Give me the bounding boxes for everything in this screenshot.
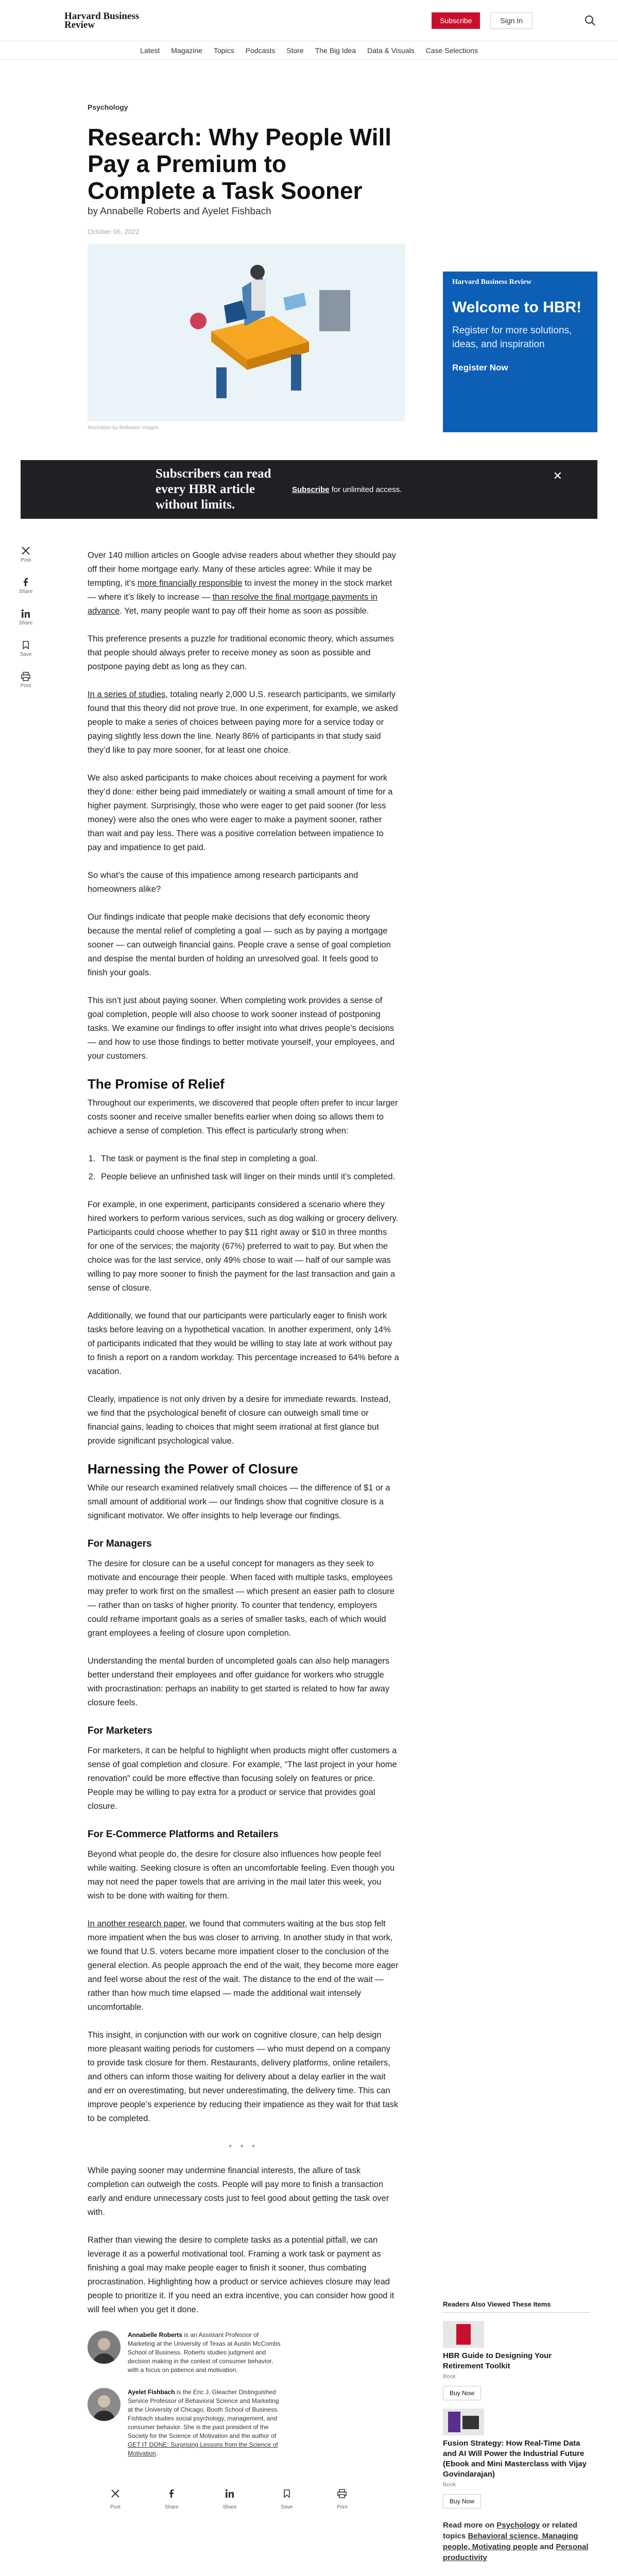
share-facebook-label: Share [19, 589, 33, 595]
product-type: Book [443, 2482, 456, 2488]
related-topics: Read more on Psychology or related topics Behavioral science, Managing people, Motivating people and Personal productivity [443, 2521, 589, 2562]
nav-data-visuals[interactable]: Data & Visuals [367, 46, 415, 55]
share-x-button[interactable] [110, 2489, 121, 2514]
nav-magazine[interactable]: Magazine [171, 46, 202, 55]
body-paragraph: Rather than viewing the desire to complete tasks as a potential pitfall, we can leverage it as a powerful motivational tool. Framing a work task or payment as finishing a goal may make people eager to finish it sooner, thus combating procrastination. Highlighting how a product or service achieves closure may lead people to prioritize it. If you need an extra incentive, you can consider how good it will feel when you get it done. [88, 2235, 394, 2314]
findings-list [98, 1152, 399, 1184]
close-icon[interactable]: ✕ [553, 469, 562, 482]
print-icon [337, 2489, 347, 2498]
body-paragraph: This insight, in conjunction with our work on cognitive closure, can help design more pleasant waiting periods for customers — who must depend on a company to provide task closure for them. Restaurants, delivery platforms, online retailers, and others can inform those waiting for delivery about a delay earlier in the wait and err on overestimating, but never underestimating, the delivery time. This can improve people’s experience by reducing their impatience as they wait for that task to be completed. [88, 2030, 399, 2123]
product-thumbnail [443, 2409, 484, 2435]
inline-link[interactable]: In a series of studies [88, 690, 166, 699]
sign-in-button[interactable]: Sign In [490, 12, 533, 29]
topic-link[interactable]: Behavioral science, Managing people, Motivating people [443, 2532, 578, 2551]
image-caption: Illustration by Bellwater Images [88, 425, 159, 431]
print-label: Print [20, 683, 31, 689]
linkedin-icon [21, 609, 30, 618]
body-paragraph: Clearly, impatience is not only driven by a desire for immediate rewards. Instead, we find that the psychological benefit of closure can outweigh small time or financial gains, leading to choices that might seem irrational at first glance but provide significant psychological value. [88, 1395, 391, 1446]
rail-heading: Readers Also Viewed These Items [443, 2300, 590, 2313]
share-x-button[interactable] [15, 546, 36, 563]
body-paragraph: We also asked participants to make choices about receiving a payment for work they’d done: either being paid immediately or waiting a small amount of time for a higher payment. Surprisingly, those who were eager to get paid sooner (for less money) were also the ones who were eager to make a payment sooner, rather than wait and pay less. There was a positive correlation between impatience to pay and impatience to get paid. [88, 773, 393, 852]
share-linkedin-button[interactable] [223, 2489, 237, 2514]
print-button[interactable] [337, 2489, 348, 2514]
welcome-logo: Harvard Business Review [452, 278, 531, 286]
article-header [88, 103, 397, 235]
list-item[interactable] [443, 2409, 590, 2509]
topic-link[interactable]: Personal productivity [443, 2543, 589, 2562]
subscriber-banner [21, 460, 597, 519]
list-item: 2. People believe an unfinished task will linger on their minds until it’s completed. [98, 1170, 399, 1184]
share-linkedin-button[interactable] [15, 609, 36, 626]
inline-link[interactable]: more financially responsible [137, 579, 243, 588]
facebook-icon [167, 2489, 176, 2498]
body-paragraph: In a series of studies, totaling nearly 2,000 U.S. research participants, we similarly found that this theory did not prove true. In one experiment, for example, we asked people to make a series of choices between paying more for a service today or paying slightly less down the line. Nearly 86% of participants in that study said they’d like to pay more sooner, for at least one choice. [88, 690, 398, 755]
buy-now-button[interactable]: Buy Now [443, 2386, 481, 2400]
share-facebook-button[interactable] [15, 578, 36, 595]
top-bar [0, 0, 618, 41]
body-paragraph: Beyond what people do, the desire for closure also influences how people feel while waiting. Seeking closure is often an uncomfortable feeling. Even though you may not need the paper towels that are arriving in the mail later this week, you wish to be done with waiting for them. [88, 1850, 395, 1901]
print-icon [21, 672, 30, 681]
section-heading: The Promise of Relief [88, 1076, 225, 1092]
share-x-label: Post [110, 2504, 121, 2510]
avatar [88, 2388, 121, 2421]
save-button[interactable] [281, 2489, 293, 2514]
author-name: Ayelet Fishbach [128, 2388, 175, 2396]
banner-cta-rest: for unlimited access. [329, 485, 402, 494]
body-paragraph: Additionally, we found that our participants were particularly eager to finish work tasks before leaving on a hypothetical vacation. In another experiment, only 14% of participants indicated that they would be willing to stay late at work without pay to finish a report on a random workday. This percentage increased to 64% before a vacation. [88, 1311, 399, 1376]
page-title: Research: Why People Will Pay a Premium to Complete a Task Sooner [88, 124, 392, 204]
body-paragraph: This isn’t just about paying sooner. When completing work provides a sense of goal completion, people will also choose to work sooner instead of postponing tasks. We examine our findings to offer insight into what drives people’s decisions — and how to use those findings to better motivate yourself, your employees, and your customers. [88, 996, 395, 1061]
body-paragraph: While our research examined relatively small choices — the difference of $1 or a small amount of additional work — our findings show that cognitive closure is a significant motivator. We offer insights to help leverage our findings. [88, 1483, 390, 1520]
subscribe-button[interactable]: Subscribe [432, 12, 480, 29]
subsection-heading: For E-Commerce Platforms and Retailers [88, 1829, 279, 1840]
bookmark-icon [21, 640, 30, 650]
banner-text: Subscribers can read every HBR article without limits. [156, 467, 271, 512]
share-sidebar [15, 546, 36, 703]
hero-illustration [88, 244, 405, 421]
banner-subscribe-link[interactable]: Subscribe [292, 485, 330, 494]
body-paragraph: This preference presents a puzzle for traditional economic theory, which assumes that people should always prefer to receive money as soon as possible and postpone paying debt as long as they can. [88, 634, 394, 671]
author-bio [88, 2388, 399, 2458]
save-label: Save [281, 2504, 293, 2510]
x-icon [21, 546, 30, 555]
product-type: Book [443, 2374, 456, 2380]
nav-podcasts[interactable]: Podcasts [245, 46, 276, 55]
hbr-logo[interactable]: Harvard Business Review [64, 10, 140, 30]
section-heading: Harnessing the Power of Closure [88, 1461, 298, 1477]
facebook-icon [21, 578, 30, 587]
inline-link[interactable]: than resolve the final mortgage payments in advance [88, 592, 377, 616]
byline: by Annabelle Roberts and Ayelet Fishbach [88, 206, 271, 217]
subsection-heading: For Managers [88, 1538, 152, 1549]
print-button[interactable] [15, 672, 36, 689]
author-bio-text: Ayelet Fishbach is the Eric J. Gleacher Distinguished Service Professor of Behavioral Science and Marketing at the University of Chicago, Booth School of Business. Fishbach studies social psychology, management, and consumer behavior. She is the past president of the Society for the Science of Motivation and the author of GET IT DONE: Surprising Lessons from the Science of Motivation. [128, 2388, 279, 2457]
body-paragraph: For example, in one experiment, participants considered a scenario where they hired workers to perform various services, such as dog walking or grocery delivery. Participants could choose whether to pay $11 right away or $10 in three months for one of the services; the majority (67%) preferred to wait to pay. But when the choice was for the last service, only 49% chose to wait — half of our sample was willing to pay more sooner to finish the payment for the last transaction and gain a sense of closure. [88, 1200, 399, 1293]
body-paragraph: Our findings indicate that people make decisions that defy economic theory because the mental relief of completing a goal — such as by paying a mortgage sooner — can outweigh financial gains. People crave a sense of goal completion and despise the mental burden of holding an unresolved goal. It feels good to finish your goals. [88, 912, 391, 977]
list-item: 1. The task or payment is the final step in completing a goal. [98, 1152, 399, 1166]
share-bottom-row [110, 2489, 399, 2529]
share-x-label: Post [20, 557, 31, 563]
author-bio [88, 2331, 399, 2375]
body-paragraph: Understanding the mental burden of uncompleted goals can also help managers better understand their employees and offer guidance for workers who struggle with procrastination: perhaps an inability to get started is related to how far away closure feels. [88, 1656, 390, 1707]
avatar [88, 2331, 121, 2364]
bookmark-icon [282, 2489, 291, 2498]
save-button[interactable] [15, 640, 36, 657]
publish-date: October 06, 2022 [88, 228, 140, 235]
body-paragraph: In another research paper, we found that commuters waiting at the bus stop felt more impatient when the bus was closer to arriving. In another study in that work, we found that U.S. voters became more impatient closer to the conclusion of the general election. As people approach the end of the wait, they become more eager and feel worse about the rest of the wait. The distance to the end of the wait — rather than how much time elapsed — made the additional wait intensely uncomfortable. [88, 1919, 399, 2012]
welcome-title: Welcome to HBR! [452, 299, 582, 316]
share-facebook-button[interactable] [165, 2489, 179, 2514]
topic-tag[interactable]: Psychology [88, 103, 128, 111]
print-label: Print [337, 2504, 348, 2510]
body-paragraph: Over 140 million articles on Google advise readers about whether they should pay off their home mortgage early. Many of these articles agree: While it may be tempting, it’s more financially responsible to invest the money in the stock market — where it’s likely to increase — than resolve the final mortgage payments in advance. Yet, many people want to pay off their home as soon as possible. [88, 551, 396, 616]
author-bio-text: Annabelle Roberts is an Assistant Professor of Marketing at the University of Texas at Austin McCombs School of Business. Roberts studies judgment and decision making in the context of consumer behavior, with a focus on patience and motivation. [128, 2331, 281, 2374]
share-facebook-label: Share [165, 2504, 179, 2510]
author-name: Annabelle Roberts [128, 2331, 183, 2338]
linkedin-icon [225, 2489, 234, 2498]
nav-topics[interactable]: Topics [213, 46, 234, 55]
product-title[interactable]: HBR Guide to Designing Your Retirement Toolkit [443, 2351, 552, 2370]
banner-cta [292, 485, 402, 494]
welcome-card [443, 272, 597, 432]
list-item[interactable] [443, 2321, 590, 2400]
body-paragraph: While paying sooner may undermine financial interests, the allure of task completion can outweigh the costs. People will pay more to finish a transaction early and endure unnecessary costs just to feel good about getting the task over with. [88, 2166, 389, 2217]
share-linkedin-label: Share [222, 2504, 237, 2510]
buy-now-button[interactable]: Buy Now [443, 2494, 481, 2509]
register-now-link[interactable]: Register Now [452, 363, 508, 372]
subsection-heading: For Marketers [88, 1725, 152, 1736]
section-separator: • • • [229, 2142, 258, 2151]
body-paragraph: Throughout our experiments, we discovered that people often prefer to incur larger costs sooner and receive smaller benefits earlier when doing so allows them to achieve a sense of completion. This effect is particularly strong when: [88, 1098, 398, 1136]
search-icon[interactable] [584, 14, 596, 27]
book-link[interactable]: GET IT DONE: Surprising Lessons from the Science of Motivation [128, 2441, 278, 2457]
save-label: Save [20, 652, 32, 657]
product-thumbnail [443, 2321, 484, 2348]
nav-case-selections[interactable]: Case Selections [425, 46, 478, 55]
nav-latest[interactable]: Latest [140, 46, 160, 55]
main-nav [0, 41, 618, 60]
nav-store[interactable]: Store [286, 46, 304, 55]
topic-link[interactable]: Psychology [496, 2521, 540, 2530]
body-paragraph: The desire for closure can be a useful concept for managers as they seek to motivate and encourage their people. When faced with multiple tasks, employees may prefer to work first on the smallest — which present an easier path to closure — rather than on tasks of higher priority. To counter that tendency, employers could reframe important goals as a series of smaller tasks, each of which would grant employees a feeling of closure upon completion. [88, 1559, 395, 1638]
body-paragraph: For marketers, it can be helpful to highlight when products might offer customers a sense of goal completion and closure. For example, “The last project in your home renovation” could be more effective than focusing solely on features or price. People may be willing to pay extra for a product or service that provides goal closure. [88, 1746, 397, 1811]
article-body [88, 549, 399, 2529]
readers-also-viewed [443, 2300, 590, 2563]
share-linkedin-label: Share [19, 620, 33, 626]
product-title[interactable]: Fusion Strategy: How Real-Time Data and AI Will Power the Industrial Future (Ebook and Mini Masterclass with Vijay Govindarajan) [443, 2439, 587, 2479]
body-paragraph: So what’s the cause of this impatience among research participants and homeowners alike? [88, 871, 358, 894]
inline-link[interactable]: In another research paper [88, 1919, 185, 1928]
nav-big-idea[interactable]: The Big Idea [315, 46, 356, 55]
welcome-text: Register for more solutions, ideas, and inspiration [452, 325, 572, 350]
x-icon [111, 2489, 120, 2498]
